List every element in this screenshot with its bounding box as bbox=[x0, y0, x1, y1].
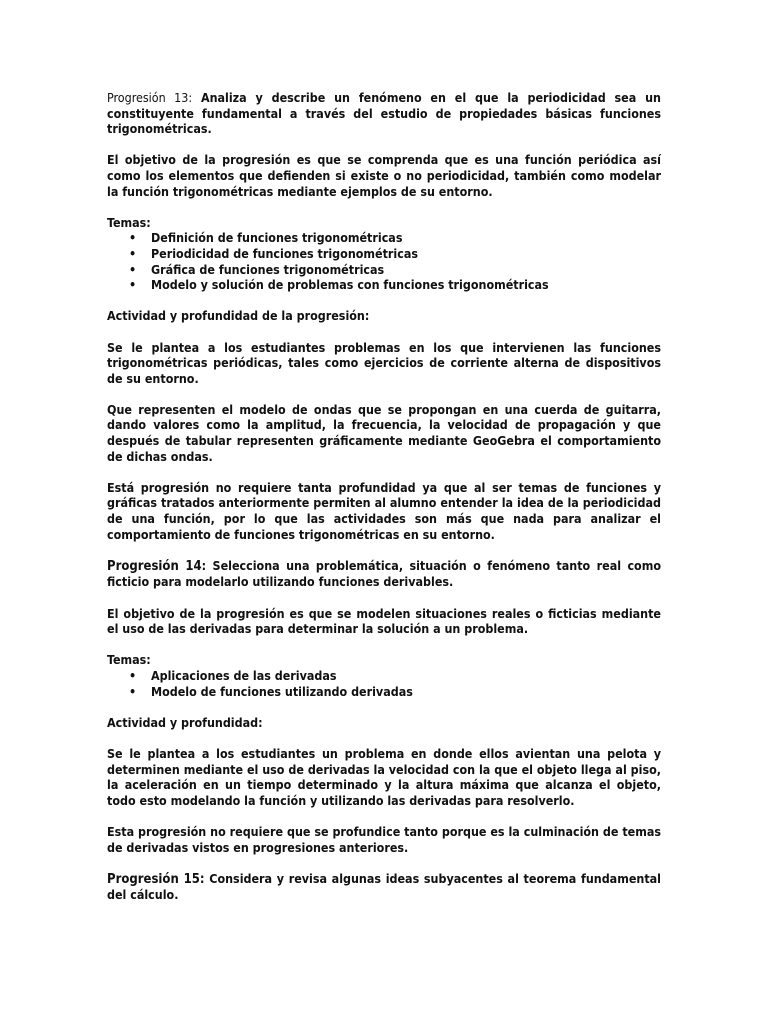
progression-15-text: Considera y revisa algunas ideas subyacentes al teorema fundamental del cálculo. bbox=[107, 870, 661, 903]
progression-14-activity-1: Se le plantea a los estudiantes un problema en donde ellos avientan una pelota y determinen mediante el uso de derivadas la velocidad con la que el objeto llega al piso, la aceleración en un tiempo determinado y la altura máxima que alcanza el objeto, todo esto modelando la función y utilizando las derivadas para resolverlo. bbox=[107, 745, 661, 808]
bullet-icon: • bbox=[129, 245, 137, 261]
progression-13-topics-label: Temas: bbox=[107, 214, 151, 230]
list-item bbox=[107, 246, 661, 262]
progression-13-activity-label: Actividad y profundidad de la progresión: bbox=[107, 308, 370, 324]
progression-13-activity-2: Que representen el modelo de ondas que se propongan en una cuerda de guitarra, dando valores como la amplitud, la frecuencia, la velocidad de propagación y que después de tabular representen gráficamente mediante GeoGebra el comportamiento de dichas ondas. bbox=[107, 401, 661, 464]
bullet-icon: • bbox=[129, 277, 137, 293]
bullet-icon: • bbox=[129, 683, 137, 699]
progression-14-text: : Selecciona una problemática, situación o fenómeno tanto real como ficticio para modelarlo utilizando funciones derivables. bbox=[107, 557, 661, 590]
topic-label: Modelo y solución de problemas con funciones trigonométricas bbox=[151, 277, 549, 293]
progression-14-topics-label: Temas: bbox=[107, 652, 151, 668]
bullet-icon: • bbox=[129, 667, 137, 683]
progression-13-activity-1: Se le plantea a los estudiantes problemas en los que intervienen las funciones trigonométricas periódicas, tales como ejercicios de corriente alterna de dispositivos de su entorno. bbox=[107, 339, 661, 386]
topic-label: Periodicidad de funciones trigonométricas bbox=[151, 245, 419, 261]
progression-13-heading: Progresión 13: bbox=[107, 90, 193, 105]
list-item bbox=[107, 262, 661, 278]
progression-14-depth: Esta progresión no requiere que se profundice tanto porque es la culminación de temas de derivadas vistos en progresiones anteriores. bbox=[107, 823, 661, 855]
progression-13-intro bbox=[107, 90, 661, 137]
progression-13-depth: Está progresión no requiere tanta profundidad ya que al ser temas de funciones y gráficas tratados anteriormente permiten al alumno entender la idea de la periodicidad de una función, por lo que las actividades son más que nada para analizar el comportamiento de funciones trigonométricas en su entorno. bbox=[107, 479, 661, 542]
progression-14-intro bbox=[107, 558, 661, 590]
list-item bbox=[107, 277, 661, 293]
topic-label: Modelo de funciones utilizando derivadas bbox=[151, 683, 413, 699]
progression-15-intro bbox=[107, 871, 661, 903]
progression-13-text: Analiza y describe un fenómeno en el que la periodicidad sea un constituyente fundamental a través del estudio de propiedades básicas funciones trigonométricas. bbox=[107, 90, 661, 137]
progression-14-activity-label: Actividad y profundidad: bbox=[107, 714, 263, 730]
document-page bbox=[107, 90, 661, 918]
progression-15-heading: Progresión 15: bbox=[107, 871, 205, 887]
progression-14-objective: El objetivo de la progresión es que se modelen situaciones reales o ficticias mediante el uso de las derivadas para determinar la solución a un problema. bbox=[107, 605, 661, 637]
progression-13-topics-list bbox=[107, 230, 661, 292]
topic-label: Gráfica de funciones trigonométricas bbox=[151, 261, 385, 277]
topic-label: Aplicaciones de las derivadas bbox=[151, 667, 337, 683]
list-item bbox=[107, 668, 661, 684]
bullet-icon: • bbox=[129, 230, 137, 246]
progression-14-topics-list bbox=[107, 668, 661, 699]
list-item bbox=[107, 684, 661, 700]
progression-14-heading: Progresión 14 bbox=[107, 558, 202, 574]
list-item bbox=[107, 230, 661, 246]
topic-label: Definición de funciones trigonométricas bbox=[151, 230, 403, 246]
progression-13-objective: El objetivo de la progresión es que se comprenda que es una función periódica así como los elementos que defienden si existe o no periodicidad, también como modelar la función trigonométricas mediante ejemplos de su entorno. bbox=[107, 152, 661, 199]
bullet-icon: • bbox=[129, 261, 137, 277]
